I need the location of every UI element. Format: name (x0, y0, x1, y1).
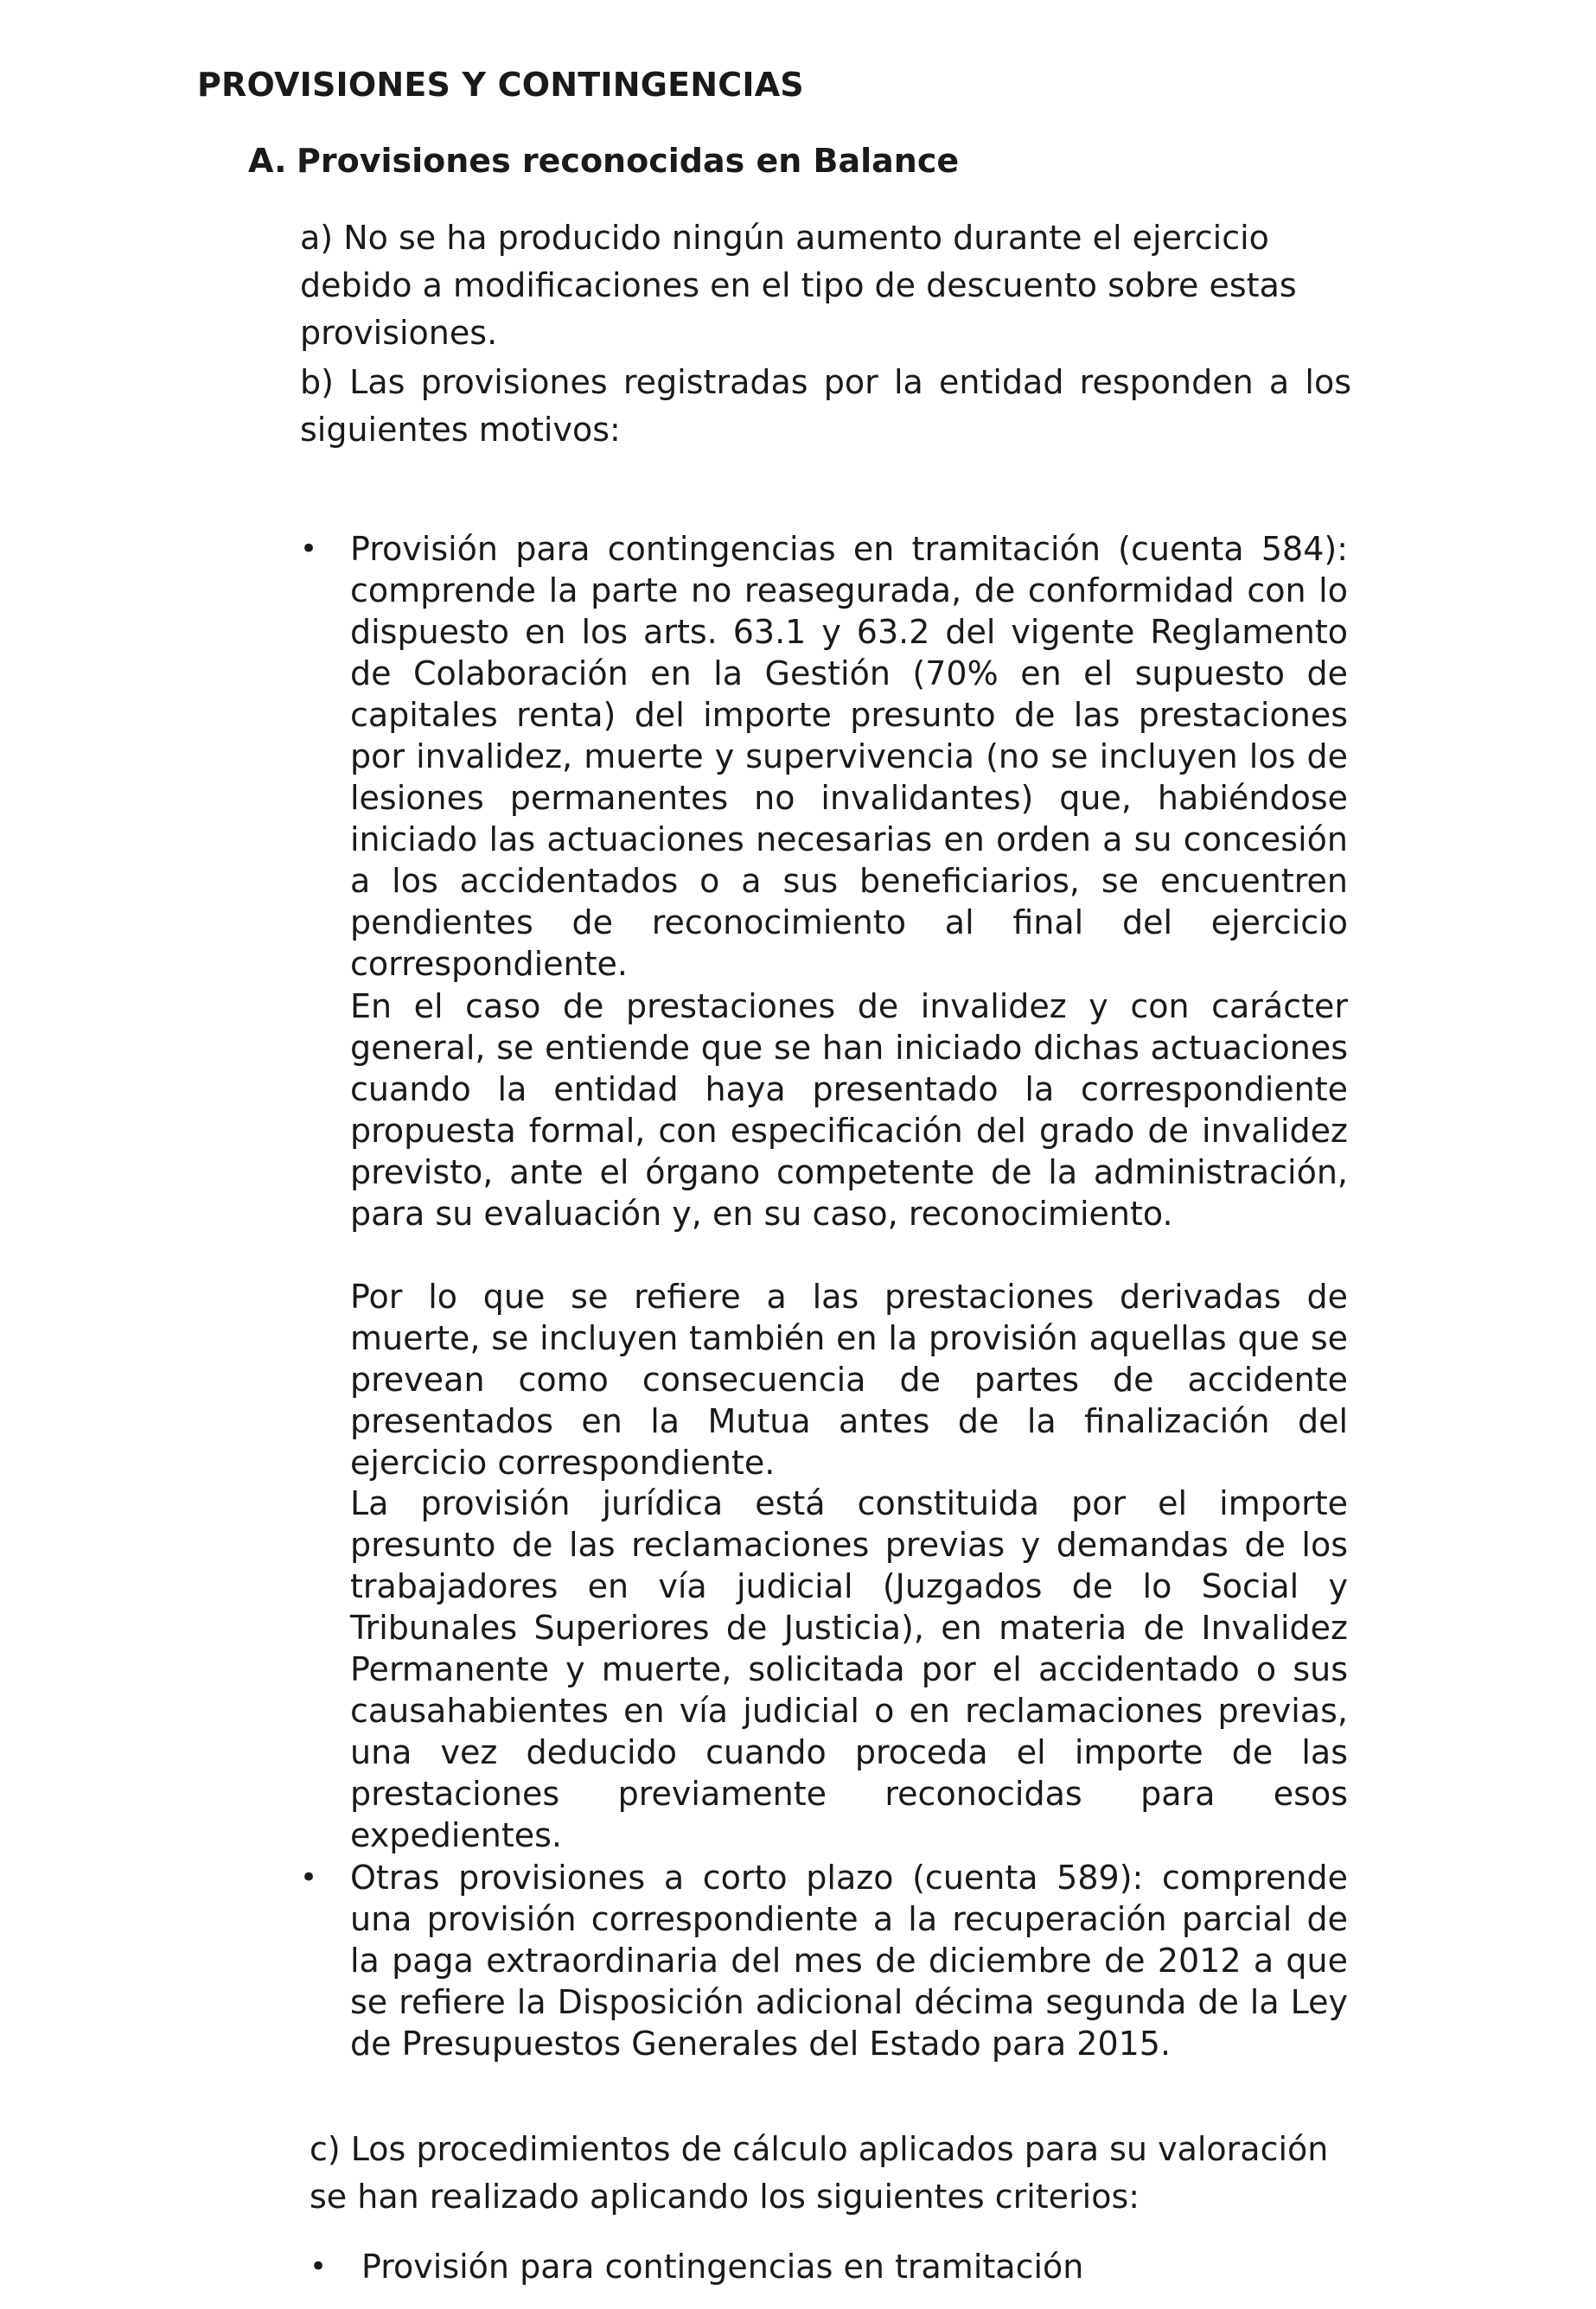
bullet-text: Otras provisiones a corto plazo (cuenta 589): comprende una provisión correspondiente a la recuperación parcial de la paga extraordinaria del mes de diciembre de 2012 a que se refiere la Disposición adicional décima segunda de la Ley de Presupuestos Generales del Estado para 2015. (350, 1859, 1348, 2063)
bullet-icon: • (300, 532, 318, 566)
section-a-heading (248, 142, 959, 180)
bullet-icon: • (310, 2249, 328, 2284)
section-a-title: Provisiones reconocidas en Balance (297, 142, 960, 180)
paragraph-c: c) Los procedimientos de cálculo aplicados para su valoración se han realizado aplicando los siguientes criterios: (310, 2130, 1329, 2216)
bullet-text: Provisión para contingencias en tramitación (361, 2248, 1084, 2286)
sub-paragraph-muerte: Por lo que se refiere a las prestaciones derivadas de muerte, se incluyen también en la provisión aquellas que se prevean como consecuencia de partes de accidente presentados en la Mutua antes de la finalización del ejercicio correspondiente. (350, 1278, 1348, 1482)
sub-paragraph-juridica: La provisión jurídica está constituida por el importe presunto de las reclamaciones previas y demandas de los trabajadores en vía judicial (Juzgados de lo Social y Tribunales Superiores de Justicia), en materia de Invalidez Permanente y muerte, solicitada por el accidentado o sus causahabientes en vía judicial o en reclamaciones previas, una vez deducido cuando proceda el importe de las prestaciones previamente reconocidas para esos expedientes. (350, 1484, 1348, 1854)
bullet-icon: • (300, 1860, 318, 1895)
document-heading: PROVISIONES Y CONTINGENCIAS (197, 66, 804, 104)
bullet-text: Provisión para contingencias en tramitación (cuenta 584): comprende la parte no reasegurada, de conformidad con lo dispuesto en los arts. 63.1 y 63.2 del vigente Reglamento de Colaboración en la Gestión (70% en el supuesto de capitales renta) del importe presunto de las prestaciones por invalidez, muerte y supervivencia (no se incluyen los de lesiones permanentes no invalidantes) que, habiéndose iniciado las actuaciones necesarias en orden a su concesión a los accidentados o a sus beneficiarios, se encuentren pendientes de reconocimiento al final del ejercicio correspondiente. (350, 530, 1348, 983)
sub-paragraph-invalidez: En el caso de prestaciones de invalidez y con carácter general, se entiende que se han iniciado dichas actuaciones cuando la entidad haya presentado la correspondiente propuesta formal, con especificación del grado de invalidez previsto, ante el órgano competente de la administración, para su evaluación y, en su caso, reconocimiento. (350, 987, 1348, 1233)
section-a-marker: A. (248, 142, 287, 180)
paragraph-b: b) Las provisiones registradas por la entidad responden a los siguientes motivos: (300, 363, 1351, 449)
paragraph-a: a) No se ha producido ningún aumento durante el ejercicio debido a modificaciones en el tipo de descuento sobre estas provisiones. (300, 219, 1297, 352)
